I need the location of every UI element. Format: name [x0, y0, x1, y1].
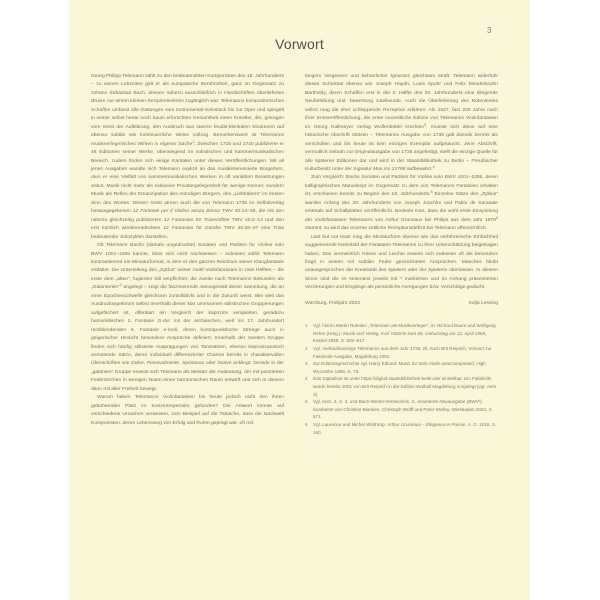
footnote: [305, 375, 498, 398]
paragraph: Warum haben Telemanns Violinfantasien bis heute jedoch nicht den ihnen gebührenden Platz im Konzertrepertoire gefunden? Die Antwort könnte auf verschiedene Ursachen verweisen, zum Beispiel auf die Tatsache, dass die Nachwelt Komponisten, deren Lebensweg von Erfolg und Ruhm geprägt war, oft mit: [91, 395, 284, 426]
footnote-text: Vgl. Verkaufsanzeige Telemanns aus dem Jahr 1735, zit. nach Brit Reipsch, Vorwort zur Faksimile-Ausgabe, Magdeburg 2001.: [313, 346, 492, 359]
footnote-number: 3: [305, 361, 308, 367]
footnote-number: 2: [305, 346, 308, 352]
footnote-number: 4: [305, 376, 308, 382]
document-page: [69, 0, 530, 600]
footnote-text: Vgl. Anm. 3, S. 3, und Bach-Werke-Verzeichnis, 3., erweiterte Neuausgabe (BWV³), bearbeitet von Christine Blanken, Christoph Wolff und Peter Wollny, Wiesbaden 2022, S. 571.: [313, 399, 493, 420]
footnote-text: Zur Editionsgeschichte vgl. Harry Edlund: Music for Solo Violin unaccompanied, High Wycombe 1989, S. 78.: [313, 361, 486, 374]
paragraph: langem Vergessen und beharrlicher Ignoranz gleichsam straft. Telemann widerfuhr dieses Schicksal ebenso wie Joseph Haydn, Louis Spohr und Felix Mendelssohn Bartholdy, deren Schaffen erst in der 2. Hälfte des 20. Jahrhunderts eine klingende Neubelebung und -bewertung zuteilwurde. Auch die Überlieferung des Notentextes selbst mag die eher schleppende Rezeption erklären: Als 1927, fast 200 Jahre nach ihrer Erstveröffentlichung, die erste neuzeitliche Edition von Telemanns Violinfantasien im Georg Kallmeyer Verlag Wolfenbüttel erschien$^3$, musste sich diese auf eine historische Abschrift stützen – Telemanns Ausgabe von 1735 galt damals bereits als verschollen und bis heute ist kein einziges Exemplar aufgetaucht. Jene Abschrift, vermutlich zeitnah zur Originalausgabe von 1735 angefertigt, stellt die einzige Quelle für alle späteren Editionen dar und wird in der Staatsbibliothek zu Berlin – Preußischer Kulturbesitz unter der Signatur Mus.ms 21788 aufbewahrt.$^4$: [305, 74, 498, 172]
footnote: [305, 360, 498, 375]
author-name: Kolja Lessing: [468, 300, 498, 306]
footnote: [305, 322, 498, 345]
page-number: 3: [487, 26, 492, 35]
footnote-text: Vgl. hierzu Martin Ruhnke: „Telemann als Musikverleger“, in: Richard Baum und Wolfgang Rehm (Hrsg.): Musik und Verlag. Karl Vötterle zum 65. Geburtstag am 12. April 1968, Kassel 1968, S. 502–517.: [313, 323, 496, 344]
footnote-text: Das Digitalisat ist unter https://digital.staatsbibliothek-berlin.de/ einsehbar. Ein Faksimile wurde bereits 2001 von Brit Reipsch in der Edition Walhall Magdeburg vorgelegt (vgl. Anm. 2).: [313, 376, 498, 397]
paragraph: Zum Vergleich: Bachs Sonaten und Partiten für Violine solo BWV 1001–1006, deren kalligraphisches Manuskript im Gegensatz zu dem von Telemanns Fantasien erhalten ist, erschienen bereits zu Beginn des 19. Jahrhunderts.$^5$ Einzelne Sätze des „Zyklus“ wurden Anfang des 20. Jahrhunderts von Joseph Joachim und Pablo de Sarasate erstmals auf Schallplatten veröffentlicht. Bedenkt man, dass die wohl erste Einspielung der Violinfantasien Telemanns von Arthur Grumiaux bei Philips aus dem Jahr 1970$^6$ stammt, so wird das enorme zeitliche Rezeptionsdefizit bei Telemann offensichtlich.: [305, 175, 498, 232]
paragraph: Georg Philipp Telemann zählt zu den bedeutendsten Komponisten des 18. Jahrhunderts – zu seinen Lebzeiten galt er als europäische Berühmtheit, ganz im Gegensatz zu Johann Sebastian Bach, dessen nahezu ausschließlich in Handschriften überliefertes Œuvre nur einem kleinen Rezipientenkreis zugänglich war. Telemanns kompositorisches Schaffen umfasst alle Gattungen vom Instrumental-Solostück bis zur Oper und spiegelt in seiner selbst heute noch kaum erforschten Gesamtheit einen Künstler, der, getragen vom Geist der Aufklärung, den Ausbruch aus starren feudal-klerikalen Strukturen auf ebenso subtile wie kontinuierliche Weise vollzog. Bemerkenswert ist Telemanns musikverlegerisches Wirken in eigener Sache$^1$: Zwischen 1715 und 1740 publizierte er 46 Editionen seiner Werke, überwiegend im solistischen und kammermusikalischen Bereich, zudem finden sich einige Kantaten unter diesen Veröffentlichungen. Mit all jenen Ausgaben wandte sich Telemann explizit an das musikinteressierte Bürgertum, dem er eine Vielfalt von kammermusikalischen Werken in oft variablen Besetzungen anbot. Musik nicht mehr als exklusive Privatangelegenheit für wenige Kenner, sondern Musik als Reflex der Emanzipation des mündigen Bürgers, des „Liebhabers“ im besten Sinn des Wortes. Diesen Geist atmen auch die von Telemann 1735 im Selbstverlag herausgegebenen 12 Fantasie per il Violino senza Basso TWV 40:14–25, die mit den nahezu gleichzeitig publizierten 12 Fantasien für Traversflöte TWV 40:2–13 und den erst kürzlich wiederentdeckten 12 Fantasien für Gambe TWV 40:26–37 eine Trias bedeutender Solozyklen darstellen.: [91, 74, 284, 240]
page-title: Vorwort: [275, 36, 324, 52]
footnote: [305, 398, 498, 421]
footnote-text: Vgl. Laurence und Michel Winthrop: Arthur Grumiaux – Élégance et Poésie, o. O. 2018, S. 160.: [313, 421, 497, 435]
place-date: Würzburg, Frühjahr 2023: [305, 300, 360, 306]
footnote-number: 1: [305, 323, 308, 329]
footnotes: [305, 322, 498, 436]
paragraph: Last but not least mag die Miniaturform ebenso wie das verführerische Einfachheit suggerierende Notenbild der Fantasien Telemanns zu ihrer Unterschätzung beigetragen haben. Das vermeintlich Kleine und Leichte erweist sich indessen oft als besonders fragil in seinen mit subtiler Feder gezeichneten Ansprüchen. Manches bleibt unausgesprochen der Kreativität des Spielers oder der Spielerin überlassen. In diesem Sinne sind die im Notentext jeweils mit * markierten und im Anhang präsentierten Verzierungen und Eingänge als persönliche Anregungen bzw. Vorschläge gedacht.: [305, 234, 498, 291]
footnote-number: 5: [305, 399, 308, 405]
footnote-number: 6: [305, 421, 308, 427]
footnote: [305, 345, 498, 360]
right-column: [305, 73, 498, 436]
footnote: [305, 421, 498, 436]
signature-line: [305, 300, 498, 308]
paragraph: Ob Telemann Bachs (damals ungedruckte) Sonaten und Partiten für Violine solo BWV 1001–1006 kannte, lässt sich nicht nachweisen – indessen wählt Telemann kontrastierend ein Miniaturformat, in dem er den ganzen Reichtum seiner Klangfantasie entfaltet. Die Unterteilung des „Zyklus“ seiner zwölf Violinfantasien in zwei Hälften – die erste dem „alten“, fugierten Stil verpflichtet, die zweite nach Telemanns Bekunden als „Galanterien“$^2$ angelegt – zeigt die faszinierende Janusgestalt dieser Sammlung, die an einer Epochenschwelle gleichsam zurückblickt und in die Zukunft weist. Wie weit das Ausdrucksspektrum selbst innerhalb dieser klar umrissenen stilistischen Gruppierungen aufgefächert ist, offenbart ein Vergleich der kapriziös verspielten, geradezu humoristischen 2. Fantasie G-dur mit der archaischen, weit ins 17. Jahrhundert rückblendenden 6. Fantasie e-moll, deren kontrapunktische Strenge auch in geigerischer Hinsicht besondere Ansprüche definiert. Innerhalb der zweiten Gruppe finden sich häufig stilisierte Ausprägungen von Tanzsätzen, ebenso improvisatorisch anmutende Sätze, deren individuell differenzierter Charme bereits in charaktervollen Überschriften wie Dolce, Piacevolmente, Spirituoso oder Soave anklingt. Gerade in der „galanten“ Gruppe erweist sich Telemann als Meister der Andeutung, der mit pointierten Federstrichen in wenigen Noten einen harmonischen Raum entwirft und sich in diesem dann mit aller Freiheit bewegt.: [91, 243, 284, 392]
left-column: [91, 73, 284, 428]
